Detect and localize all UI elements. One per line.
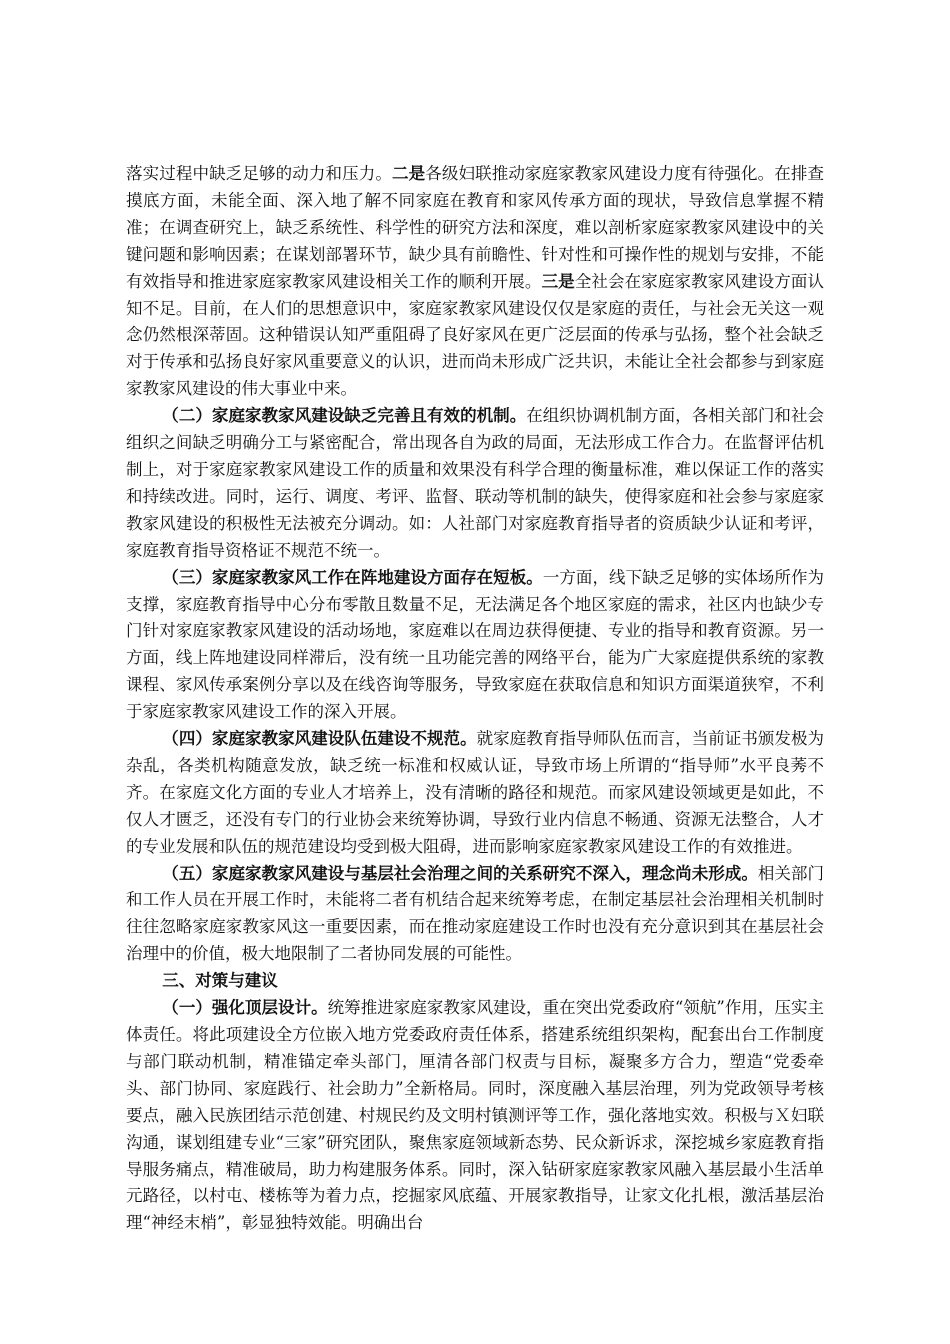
text-segment: 相关部门和工作人员在开展工作时，未能将二者有机结合起来统筹考虑，在制定基层社会治理相关机制时往往忽略家庭家教家风这一重要因素，而在推动家庭建设工作时也没有充分意识到其在基层社会治理中的价值，极大地限制了二者协同发展的可能性。: [126, 863, 825, 964]
paragraph-7: [126, 995, 824, 1237]
paragraph-3: [126, 565, 824, 726]
section-title: 三、对策与建议: [162, 971, 278, 991]
paragraph-5: [126, 861, 824, 969]
text-segment: 各级妇联推动家庭家教家风建设力度有待强化。在排查摸底方面，未能全面、深入地了解不同家庭在教育和家风传承方面的现状，导致信息掌握不精准；在调查研究上，缺乏系统性、科学性的研究方法和深度，难以剖析家庭家教家风建设中的关键问题和影响因素；在谋划部署环节，缺少具有前瞻性、针对性和可操作性的规划与安排，不能有效指导和推进家庭家教家风建设相关工作的顺利开展。: [126, 164, 825, 291]
text-segment: 落实过程中缺乏足够的动力和压力。: [126, 164, 392, 183]
text-segment: 统筹推进家庭家教家风建设，重在突出党委政府“领航”作用，压实主体责任。将此项建设全方位嵌入地方党委政府责任体系，搭建系统组织架构，配套出台工作制度与部门联动机制，精准锚定牵头部门，厘清各部门权责与目标，凝聚多方合力，塑造“党委牵头、部门协同、家庭践行、社会助力”全新格局。同时，深度融入基层治理，列为党政领导考核要点，融入民族团结示范创建、村规民约及文明村镇测评等工作，强化落地实效。积极与Ｘ妇联沟通，谋划组建专业“三家”研究团队，聚焦家庭领域新态势、民众新诉求，深挖城乡家庭教育指导服务痛点，精准破局，助力构建服务体系。同时，深入钻研家庭家教家风融入基层最小生活单元路径，以村屯、楼栋等为着力点，挖掘家风底蕴、开展家教指导，让家文化扎根，激活基层治理“神经末梢”，彰显独特效能。明确出台: [126, 998, 825, 1233]
section-heading: [126, 968, 824, 995]
subsection-heading: （二）家庭家教家风建设缺乏完善且有效的机制。: [162, 406, 527, 426]
subsection-heading: （三）家庭家教家风工作在阵地建设方面存在短板。: [162, 567, 543, 587]
text-segment: 一方面，线下缺乏足够的实体场所作为支撑，家庭教育指导中心分布零散且数量不足，无法满足各个地区家庭的需求，社区内也缺少专门针对家庭家教家风建设的活动场地，家庭难以在周边获得便捷、专业的指导和教育资源。另一方面，线上阵地建设同样滞后，没有统一且功能完善的网络平台，能为广大家庭提供系统的家教课程、家风传承案例分享以及在线咨询等服务，导致家庭在获取信息和知识方面渠道狭窄，不利于家庭家教家风建设工作的深入开展。: [126, 567, 825, 722]
paragraph-2: [126, 403, 824, 564]
subsection-heading: （一）强化顶层设计。: [162, 998, 328, 1018]
text-segment: 全社会在家庭家教家风建设方面认知不足。目前，在人们的思想意识中，家庭家教家风建设仅仅是家庭的责任，与社会无关这一观念仍然根深蒂固。这种错误认知严重阻碍了良好家风在更广泛层面的传承与弘扬，整个社会缺乏对于传承和弘扬良好家风重要意义的认识，进而尚未形成广泛共识，未能让全社会都参与到家庭家教家风建设的伟大事业中来。: [126, 271, 825, 399]
paragraph-4: [126, 726, 824, 861]
ordinal-marker: 二是: [391, 164, 426, 183]
subsection-heading: （五）家庭家教家风建设与基层社会治理之间的关系研究不深入，理念尚未形成。: [162, 863, 758, 883]
text-segment: 就家庭教育指导师队伍而言，当前证书颁发极为杂乱，各类机构随意发放，缺乏统一标准和权威认证，导致市场上所谓的“指导师”水平良莠不齐。在家庭文化方面的专业人才培养上，没有清晰的路径和规范。而家风建设领域更是如此，不仅人才匮乏，还没有专门的行业协会来统筹协调，导致行业内信息不畅通、资源无法整合，人才的专业发展和队伍的规范建设均受到极大阻碍，进而影响家庭家教家风建设工作的有效推进。: [126, 729, 825, 856]
ordinal-marker: 三是: [541, 271, 575, 291]
text-segment: 在组织协调机制方面，各相关部门和社会组织之间缺乏明确分工与紧密配合，常出现各自为政的局面，无法形成工作合力。在监督评估机制上，对于家庭家教家风建设工作的质量和效果没有科学合理的衡量标准，难以保证工作的落实和持续改进。同时，运行、调度、考评、监督、联动等机制的缺失，使得家庭和社会参与家庭家教家风建设的积极性无法被充分调动。如：人社部门对家庭教育指导者的资质缺少认证和考评，家庭教育指导资格证不规范不统一。: [126, 406, 825, 560]
paragraph-1: [126, 161, 824, 403]
subsection-heading: （四）家庭家教家风建设队伍建设不规范。: [162, 729, 477, 749]
